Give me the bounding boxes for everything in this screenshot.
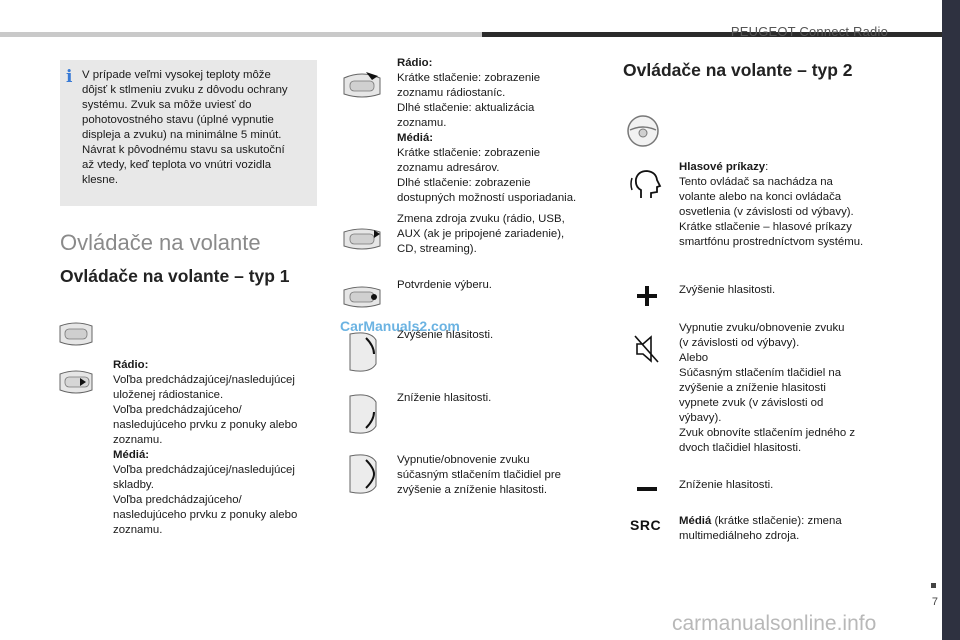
watermark-carmanualsonline: carmanualsonline.info <box>672 612 877 635</box>
info-line: klesne. <box>82 174 119 186</box>
header-title: PEUGEOT Connect Radio <box>730 24 888 39</box>
page-dot <box>931 583 936 588</box>
info-line: dôjsť k stlmeniu zvuku z dôvodu ochrany <box>82 84 288 96</box>
info-line: pohotovostného stavu (úplné vypnutie <box>82 114 274 126</box>
side-strip <box>942 0 960 640</box>
plus-icon <box>637 286 657 306</box>
info-line: displeja a zvuku) na minimálne 5 minút. <box>82 129 282 141</box>
watermark-carmanuals: CarManuals2.com <box>340 318 460 334</box>
info-line: až vtedy, keď teplota vo vnútri vozidla <box>82 159 272 171</box>
info-icon: i <box>66 67 73 87</box>
section-title: Ovládače na volante <box>60 230 261 255</box>
thumbwheel-icon <box>56 368 98 396</box>
volume-up-text: Zvýšenie hlasitosti. <box>397 329 494 341</box>
confirm-button-icon <box>340 284 384 310</box>
mute-text: Vypnutie/obnovenie zvuku súčasným stlačením tlačidiel pre zvýšenie a zníženie hlasitosti. <box>397 454 561 496</box>
voice-command-text: Hlasové príkazy: Tento ovládač sa nachádza na volante alebo na konci ovládača osvetlenia (v závislosti od výbavy). Krátke stlačenie – hlasové príkazy smartfónu prostredníctvom systému. <box>679 161 864 248</box>
volume-down-text: Zníženie hlasitosti. <box>397 392 492 404</box>
info-line: V prípade veľmi vysokej teploty môže <box>82 69 271 81</box>
info-line: Návrat k pôvodnému stavu sa uskutoční <box>82 144 285 156</box>
steering-wheel-icon <box>626 114 660 148</box>
volume-up-control-icon <box>340 330 384 374</box>
mute-speaker-icon <box>634 334 660 364</box>
mute-control-icon <box>340 452 384 496</box>
header-rule-dark <box>482 32 960 37</box>
list-button-text: Rádio: Krátke stlačenie: zobrazenie zoznamu rádiostaníc. Dlhé stlačenie: aktualizácia zoznamu. Médiá: Krátke stlačenie: zobrazenie zoznamu adresárov. Dlhé stlačenie: zobrazenie dostupných možností usporiadania. <box>397 57 577 204</box>
volume-down-text: Zníženie hlasitosti. <box>679 479 774 491</box>
mute-text: Vypnutie zvuku/obnovenie zvuku (v závislosti od výbavy). Alebo Súčasným stlačením tlačidiel na zvýšenie a zníženie hlasitosti vypnete zvuk (v závislosti od výbavy). Zvuk obnovíte stlačením jedného z dvoch tlačidiel hlasitosti. <box>679 322 856 454</box>
source-button-icon <box>340 226 384 252</box>
subtitle-type1: Ovládače na volante – typ 1 <box>60 266 290 286</box>
src-icon: SRC <box>630 517 662 533</box>
subtitle-type2: Ovládače na volante – typ 2 <box>623 60 853 80</box>
info-line: systému. Zvuk sa môže uviesť do <box>82 99 252 111</box>
header-rule-light <box>0 32 482 37</box>
info-box <box>60 60 317 206</box>
list-button-icon <box>340 68 384 100</box>
confirm-text: Potvrdenie výberu. <box>397 279 492 291</box>
volume-up-text: Zvýšenie hlasitosti. <box>679 284 776 296</box>
page-number: 7 <box>931 596 938 608</box>
volume-down-control-icon <box>340 392 384 436</box>
type1-item-text: Rádio: Voľba predchádzajúcej/nasledujúcej uloženej rádiostanice. Voľba predchádzajúceho/ nasledujúceho prvku z ponuky alebo zoznamu. Médiá: Voľba predchádzajúcej/nasledujúcej skladby. Voľba predchádzajúceho/ nasledujúceho prvku z ponuky alebo zoznamu. <box>113 359 298 536</box>
source-button-text: Zmena zdroja zvuku (rádio, USB, AUX (ak je pripojené zariadenie), CD, streaming). <box>397 213 565 255</box>
src-text: Médiá (krátke stlačenie): zmena multimediálneho zdroja. <box>679 515 842 542</box>
minus-icon <box>637 487 657 491</box>
voice-command-icon <box>630 168 664 202</box>
steering-control-icon <box>56 320 96 348</box>
